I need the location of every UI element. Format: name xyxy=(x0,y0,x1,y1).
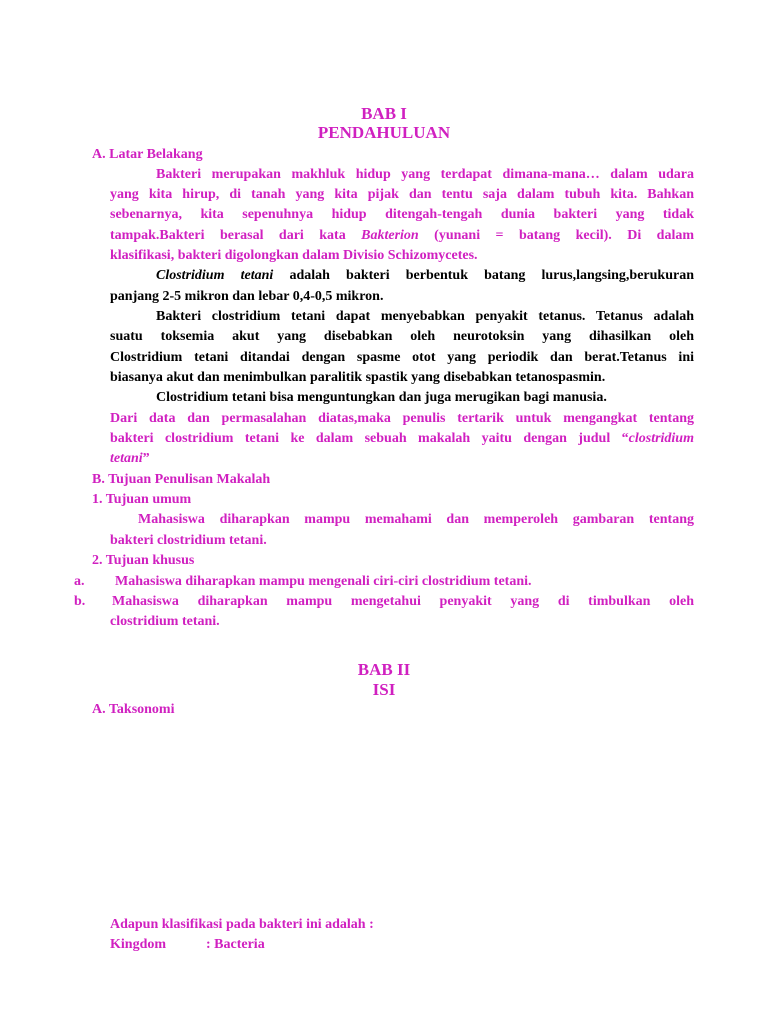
tujuan-khusus-label: 2. Tujuan khusus xyxy=(92,553,195,568)
para3-line4: biasanya akut dan menimbulkan paralitik spastik yang disebabkan tetanospasmin. xyxy=(110,370,606,385)
para3-line2: suatu toksemia akut yang disebabkan oleh neurotoksin yang dihasilkan oleh xyxy=(110,329,694,344)
tujuan-umum-label: 1. Tujuan umum xyxy=(92,492,192,507)
kingdom-label: Kingdom xyxy=(110,937,167,952)
tujuan-umum-line1: Mahasiswa diharapkan mampu memahami dan memperoleh gambaran tentang xyxy=(138,512,694,527)
tujuan-khusus-a: Mahasiswa diharapkan mampu mengenali ciri-ciri clostridium tetani. xyxy=(115,574,532,589)
bab2-subtitle: ISI xyxy=(372,680,396,699)
para5-line1: Dari data dan permasalahan diatas,maka penulis tertarik untuk mengangkat tentang xyxy=(110,411,694,426)
para1-line5: klasifikasi, bakteri digolongkan dalam Divisio Schizomycetes. xyxy=(110,248,478,263)
list-marker-a: a. xyxy=(74,574,85,589)
section-a-heading: A. Latar Belakang xyxy=(92,147,203,162)
tujuan-khusus-b-line1: Mahasiswa diharapkan mampu mengetahui penyakit yang di timbulkan oleh xyxy=(112,594,694,609)
tujuan-khusus-b-line2: clostridium tetani. xyxy=(110,614,220,629)
taksonomi-heading: A. Taksonomi xyxy=(92,702,175,717)
bab1-title: BAB I xyxy=(361,104,407,123)
kingdom-value: : Bacteria xyxy=(206,937,265,952)
section-b-heading: B. Tujuan Penulisan Makalah xyxy=(92,472,271,487)
tujuan-umum-line2: bakteri clostridium tetani. xyxy=(110,533,267,548)
bab1-subtitle: PENDAHULUAN xyxy=(317,123,451,142)
bab2-title: BAB II xyxy=(357,660,411,679)
para1-line3: sebenarnya, kita sepenuhnya hidup ditengah-tengah dunia bakteri yang tidak xyxy=(110,207,694,222)
para4: Clostridium tetani bisa menguntungkan dan juga merugikan bagi manusia. xyxy=(156,390,607,405)
para2-line1: Clostridium tetani adalah bakteri berbentuk batang lurus,langsing,berukuran xyxy=(156,268,695,283)
para1-line4: tampak.Bakteri berasal dari kata Bakterion (yunani = batang kecil). Di dalam xyxy=(110,228,694,243)
para3-line3: Clostridium tetani ditandai dengan spasme otot yang periodik dan berat.Tetanus ini xyxy=(110,350,694,365)
klasifikasi-intro: Adapun klasifikasi pada bakteri ini adalah : xyxy=(110,917,374,932)
para1-line2: yang kita hirup, di tanah yang kita pijak dan tentu saja dalam tubuh kita. Bahkan xyxy=(110,187,694,202)
para5-line2: bakteri clostridium tetani ke dalam sebuah makalah yaitu dengan judul “clostridium xyxy=(110,431,694,446)
para2-line2: panjang 2-5 mikron dan lebar 0,4-0,5 mikron. xyxy=(110,289,384,304)
para5-line3: tetani” xyxy=(110,451,150,466)
para3-line1: Bakteri clostridium tetani dapat menyebabkan penyakit tetanus. Tetanus adalah xyxy=(156,309,694,324)
para1-line1: Bakteri merupakan makhluk hidup yang terdapat dimana-mana… dalam udara xyxy=(156,167,694,182)
list-marker-b: b. xyxy=(74,594,86,609)
